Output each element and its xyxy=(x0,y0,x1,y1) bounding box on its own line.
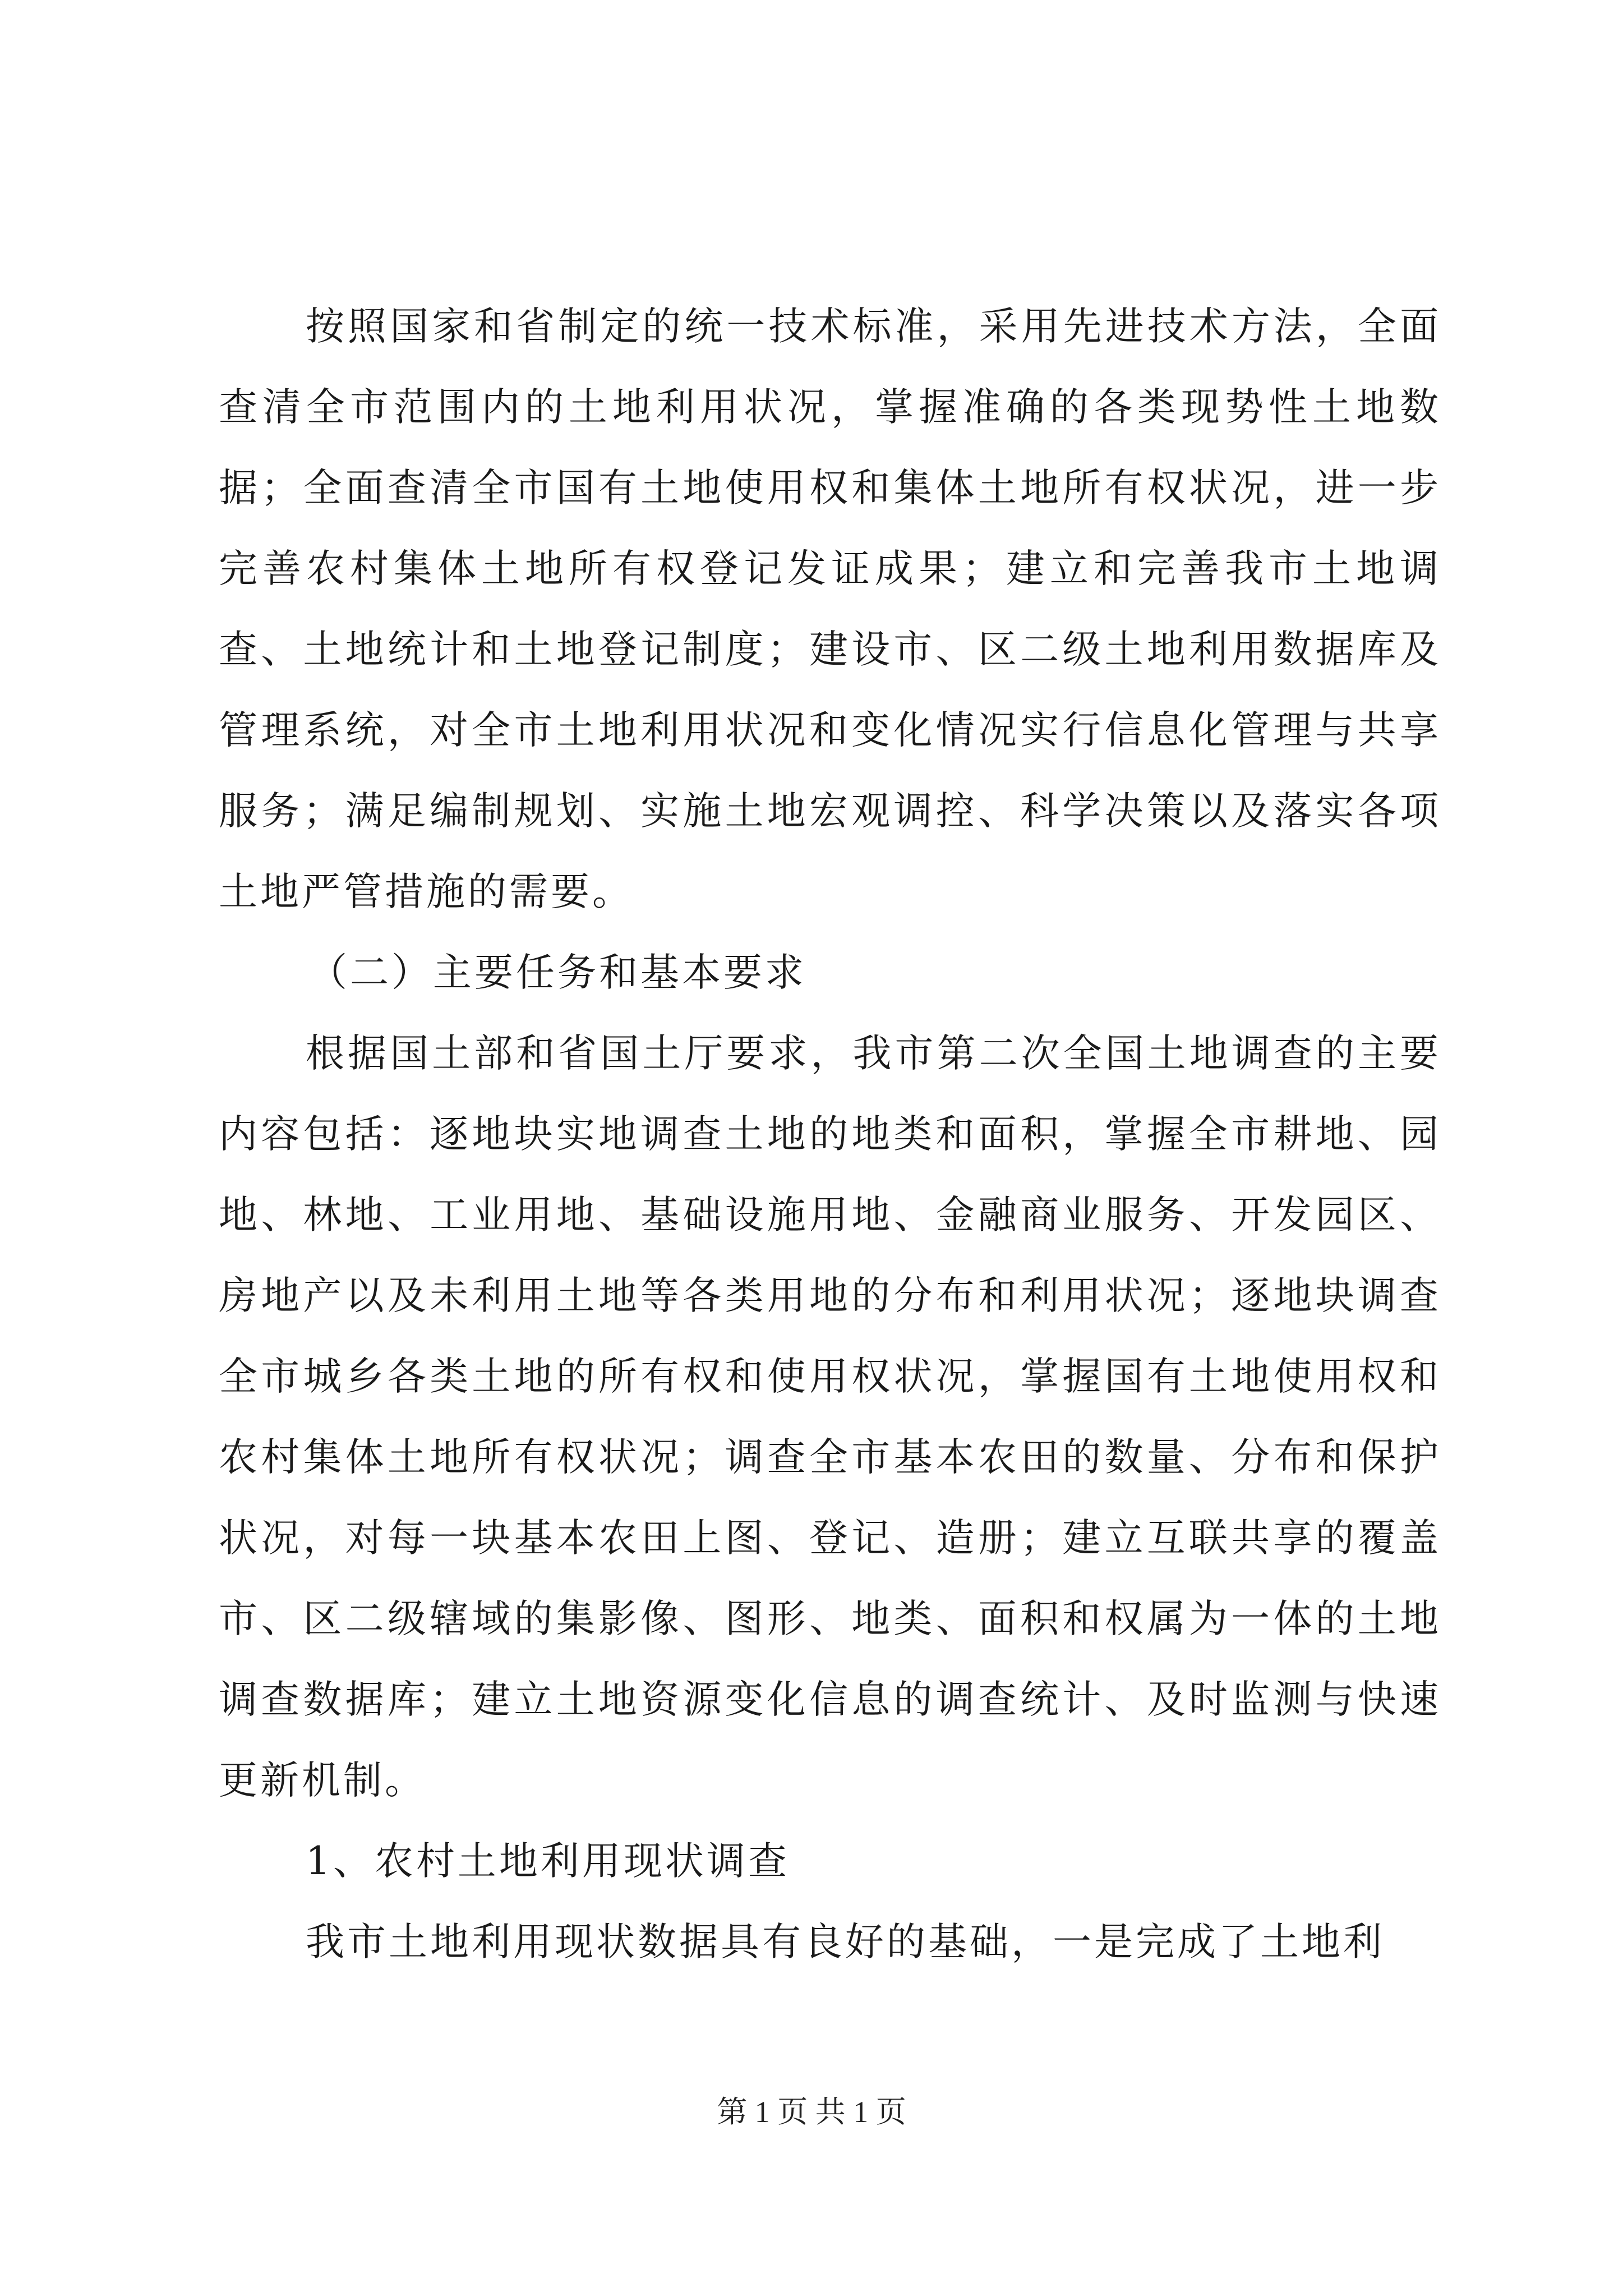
subsection-heading-rural-survey: 1、农村土地利用现状调查 xyxy=(306,1839,790,1884)
section-heading-main-tasks: （二）主要任务和基本要求 xyxy=(308,950,806,995)
page-footer: 第 1 页 共 1 页 xyxy=(717,2095,906,2129)
paragraph-survey-basis: 我市土地利用现状数据具有良好的基础，一是完成了土地利 xyxy=(306,1920,1385,1964)
paragraph-objectives: 按照国家和省制定的统一技术标准，采用先进技术方法，全面查清全市范围内的土地利用状况，掌握准确的各类现势性土地数据；全面查清全市国有土地使用权和集体土地所有权状况，进一步完善农村集体土地所有权登记发证成果；建立和完善我市土地调查、土地统计和土地登记制度；建设市、区二级土地利用数据库及管理系统，对全市土地利用状况和变化情况实行信息化管理与共享服务；满足编制规划、实施土地宏观调控、科学决策以及落实各项土地严管措施的需要。 xyxy=(219,304,1441,914)
paragraph-main-content: 根据国土部和省国土厅要求，我市第二次全国土地调查的主要内容包括：逐地块实地调查土地的地类和面积，掌握全市耕地、园地、林地、工业用地、基础设施用地、金融商业服务、开发园区、房地产以及未利用土地等各类用地的分布和利用状况；逐地块调查全市城乡各类土地的所有权和使用权状况，掌握国有土地使用权和农村集体土地所有权状况；调查全市基本农田的数量、分布和保护状况，对每一块基本农田上图、登记、造册；建立互联共享的覆盖市、区二级辖域的集影像、图形、地类、面积和权属为一体的土地调查数据库；建立土地资源变化信息的调查统计、及时监测与快速更新机制。 xyxy=(219,1031,1441,1803)
document-body xyxy=(219,286,1441,1982)
